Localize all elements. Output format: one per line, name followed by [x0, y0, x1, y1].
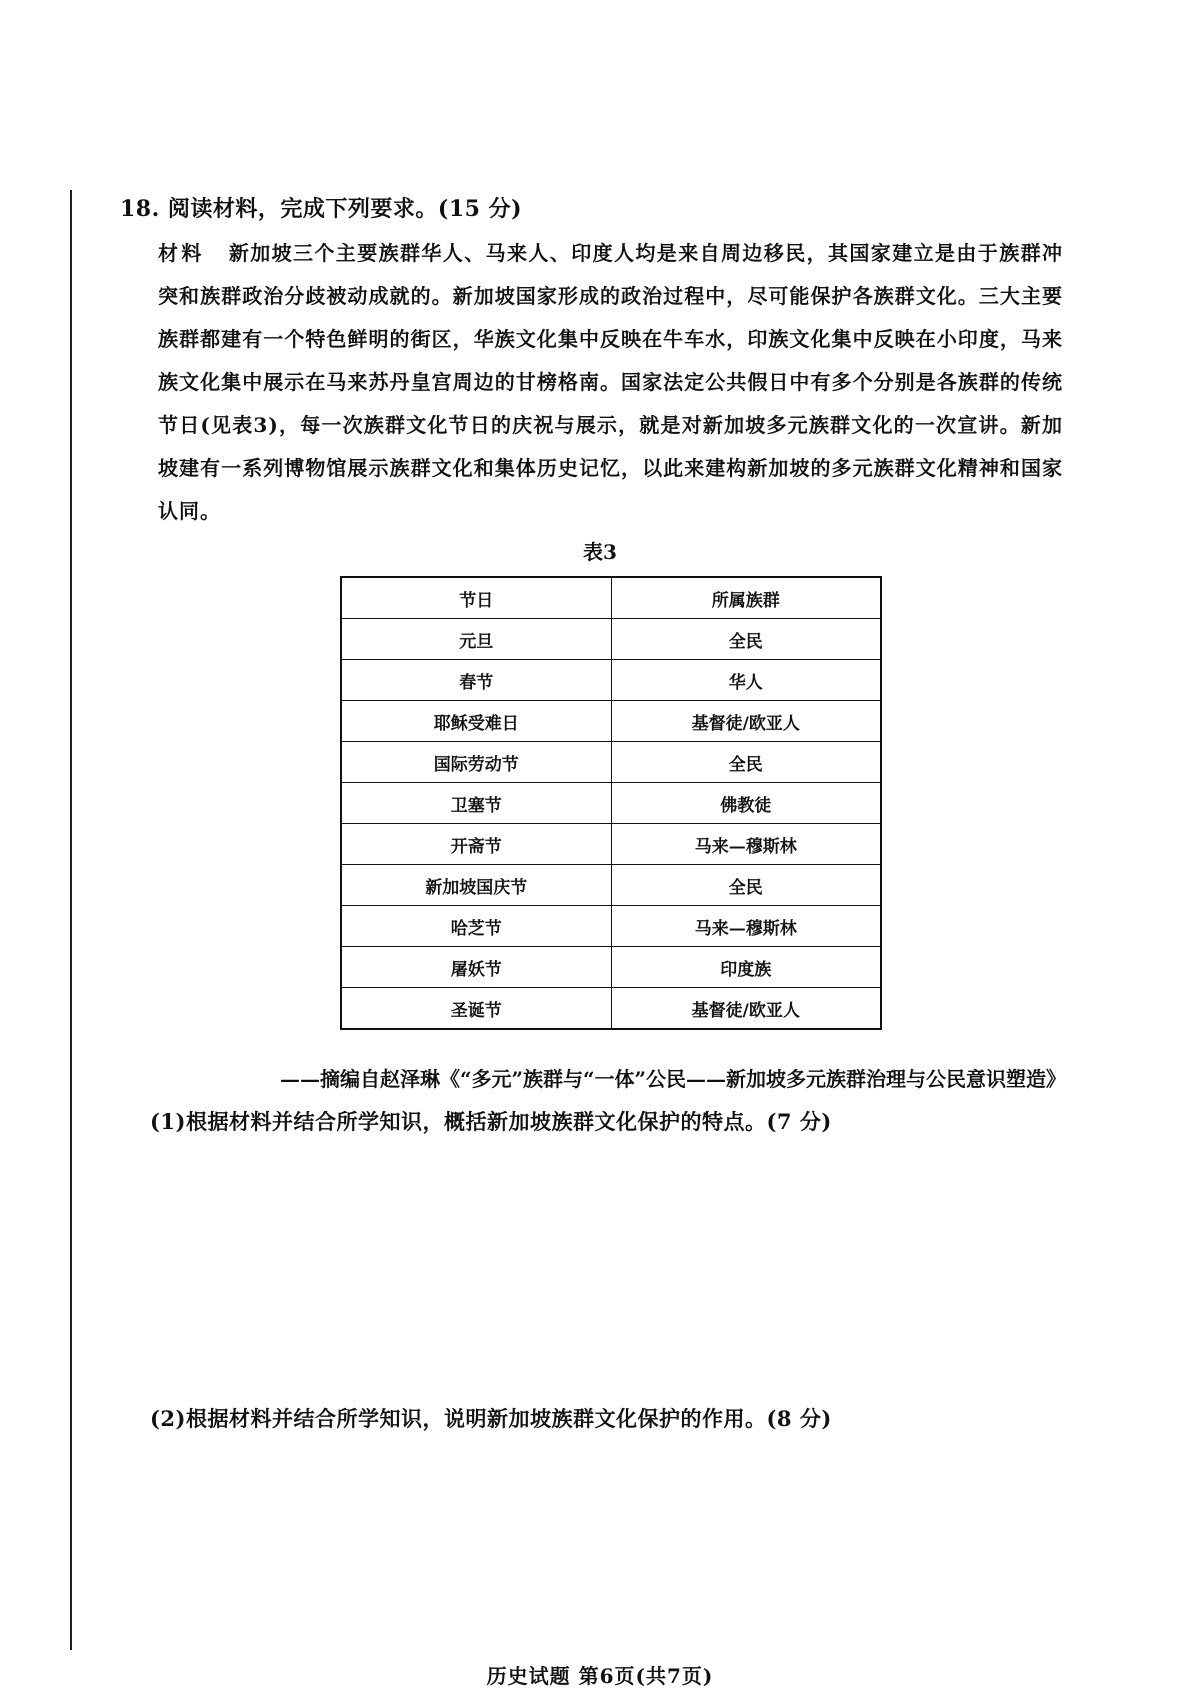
table-row: [341, 742, 881, 783]
table-row: [341, 865, 881, 906]
festival-cell: 圣诞节: [341, 988, 611, 1030]
group-cell: 全民: [611, 619, 881, 660]
table-row: [341, 988, 881, 1030]
source-citation: ——摘编自赵泽琳《“多元”族群与“一体”公民——新加坡多元族群治理与公民意识塑造》: [279, 1067, 1066, 1091]
group-cell: 马来—穆斯林: [611, 906, 881, 947]
material-label: 材料: [158, 241, 205, 265]
table-row: [341, 906, 881, 947]
group-cell: 华人: [611, 660, 881, 701]
group-cell: 基督徒/欧亚人: [611, 988, 881, 1030]
material-text: 新加坡三个主要族群华人、马来人、印度人均是来自周边移民，其国家建立是由于族群冲突和族群政治分歧被动成就的。新加坡国家形成的政治过程中，尽可能保护各族群文化。三大主要族群都建有一个特色鲜明的街区，华族文化集中反映在牛车水，印族文化集中反映在小印度，马来族文化集中展示在马来苏丹皇宫周边的甘榜格南。国家法定公共假日中有多个分别是各族群的传统节日(见表3)，每一次族群文化节日的庆祝与展示，就是对新加坡多元族群文化的一次宣讲。新加坡建有一系列博物馆展示族群文化和集体历史记忆，以此来建构新加坡的多元族群文化精神和国家认同。: [158, 241, 1064, 523]
festival-cell: 元旦: [341, 619, 611, 660]
festival-cell: 哈芝节: [341, 906, 611, 947]
table-row: [341, 783, 881, 824]
table-row: [341, 660, 881, 701]
table-row: [341, 947, 881, 988]
material-passage: [158, 232, 1063, 533]
sub-question-1: (1)根据材料并结合所学知识，概括新加坡族群文化保护的特点。(7 分): [150, 1109, 832, 1134]
table-header-row: [341, 577, 881, 619]
festival-cell: 国际劳动节: [341, 742, 611, 783]
group-cell: 全民: [611, 742, 881, 783]
festival-cell: 耶稣受难日: [341, 701, 611, 742]
festival-cell: 卫塞节: [341, 783, 611, 824]
group-cell: 印度族: [611, 947, 881, 988]
table-row: [341, 824, 881, 865]
holiday-table: [340, 576, 882, 1030]
table-row: [341, 619, 881, 660]
page-footer: 历史试题 第6页(共7页): [486, 1664, 714, 1688]
festival-cell: 新加坡国庆节: [341, 865, 611, 906]
sub-question-2: (2)根据材料并结合所学知识，说明新加坡族群文化保护的作用。(8 分): [150, 1406, 832, 1431]
table-caption: 表3: [583, 540, 617, 564]
festival-cell: 开斋节: [341, 824, 611, 865]
header-festival: 节日: [341, 577, 611, 619]
festival-cell: 春节: [341, 660, 611, 701]
group-cell: 全民: [611, 865, 881, 906]
group-cell: 基督徒/欧亚人: [611, 701, 881, 742]
question-title: 18. 阅读材料，完成下列要求。(15 分): [120, 196, 523, 222]
table-row: [341, 701, 881, 742]
header-ethnic-group: 所属族群: [611, 577, 881, 619]
group-cell: 佛教徒: [611, 783, 881, 824]
festival-cell: 屠妖节: [341, 947, 611, 988]
group-cell: 马来—穆斯林: [611, 824, 881, 865]
margin-line: [70, 190, 72, 1650]
